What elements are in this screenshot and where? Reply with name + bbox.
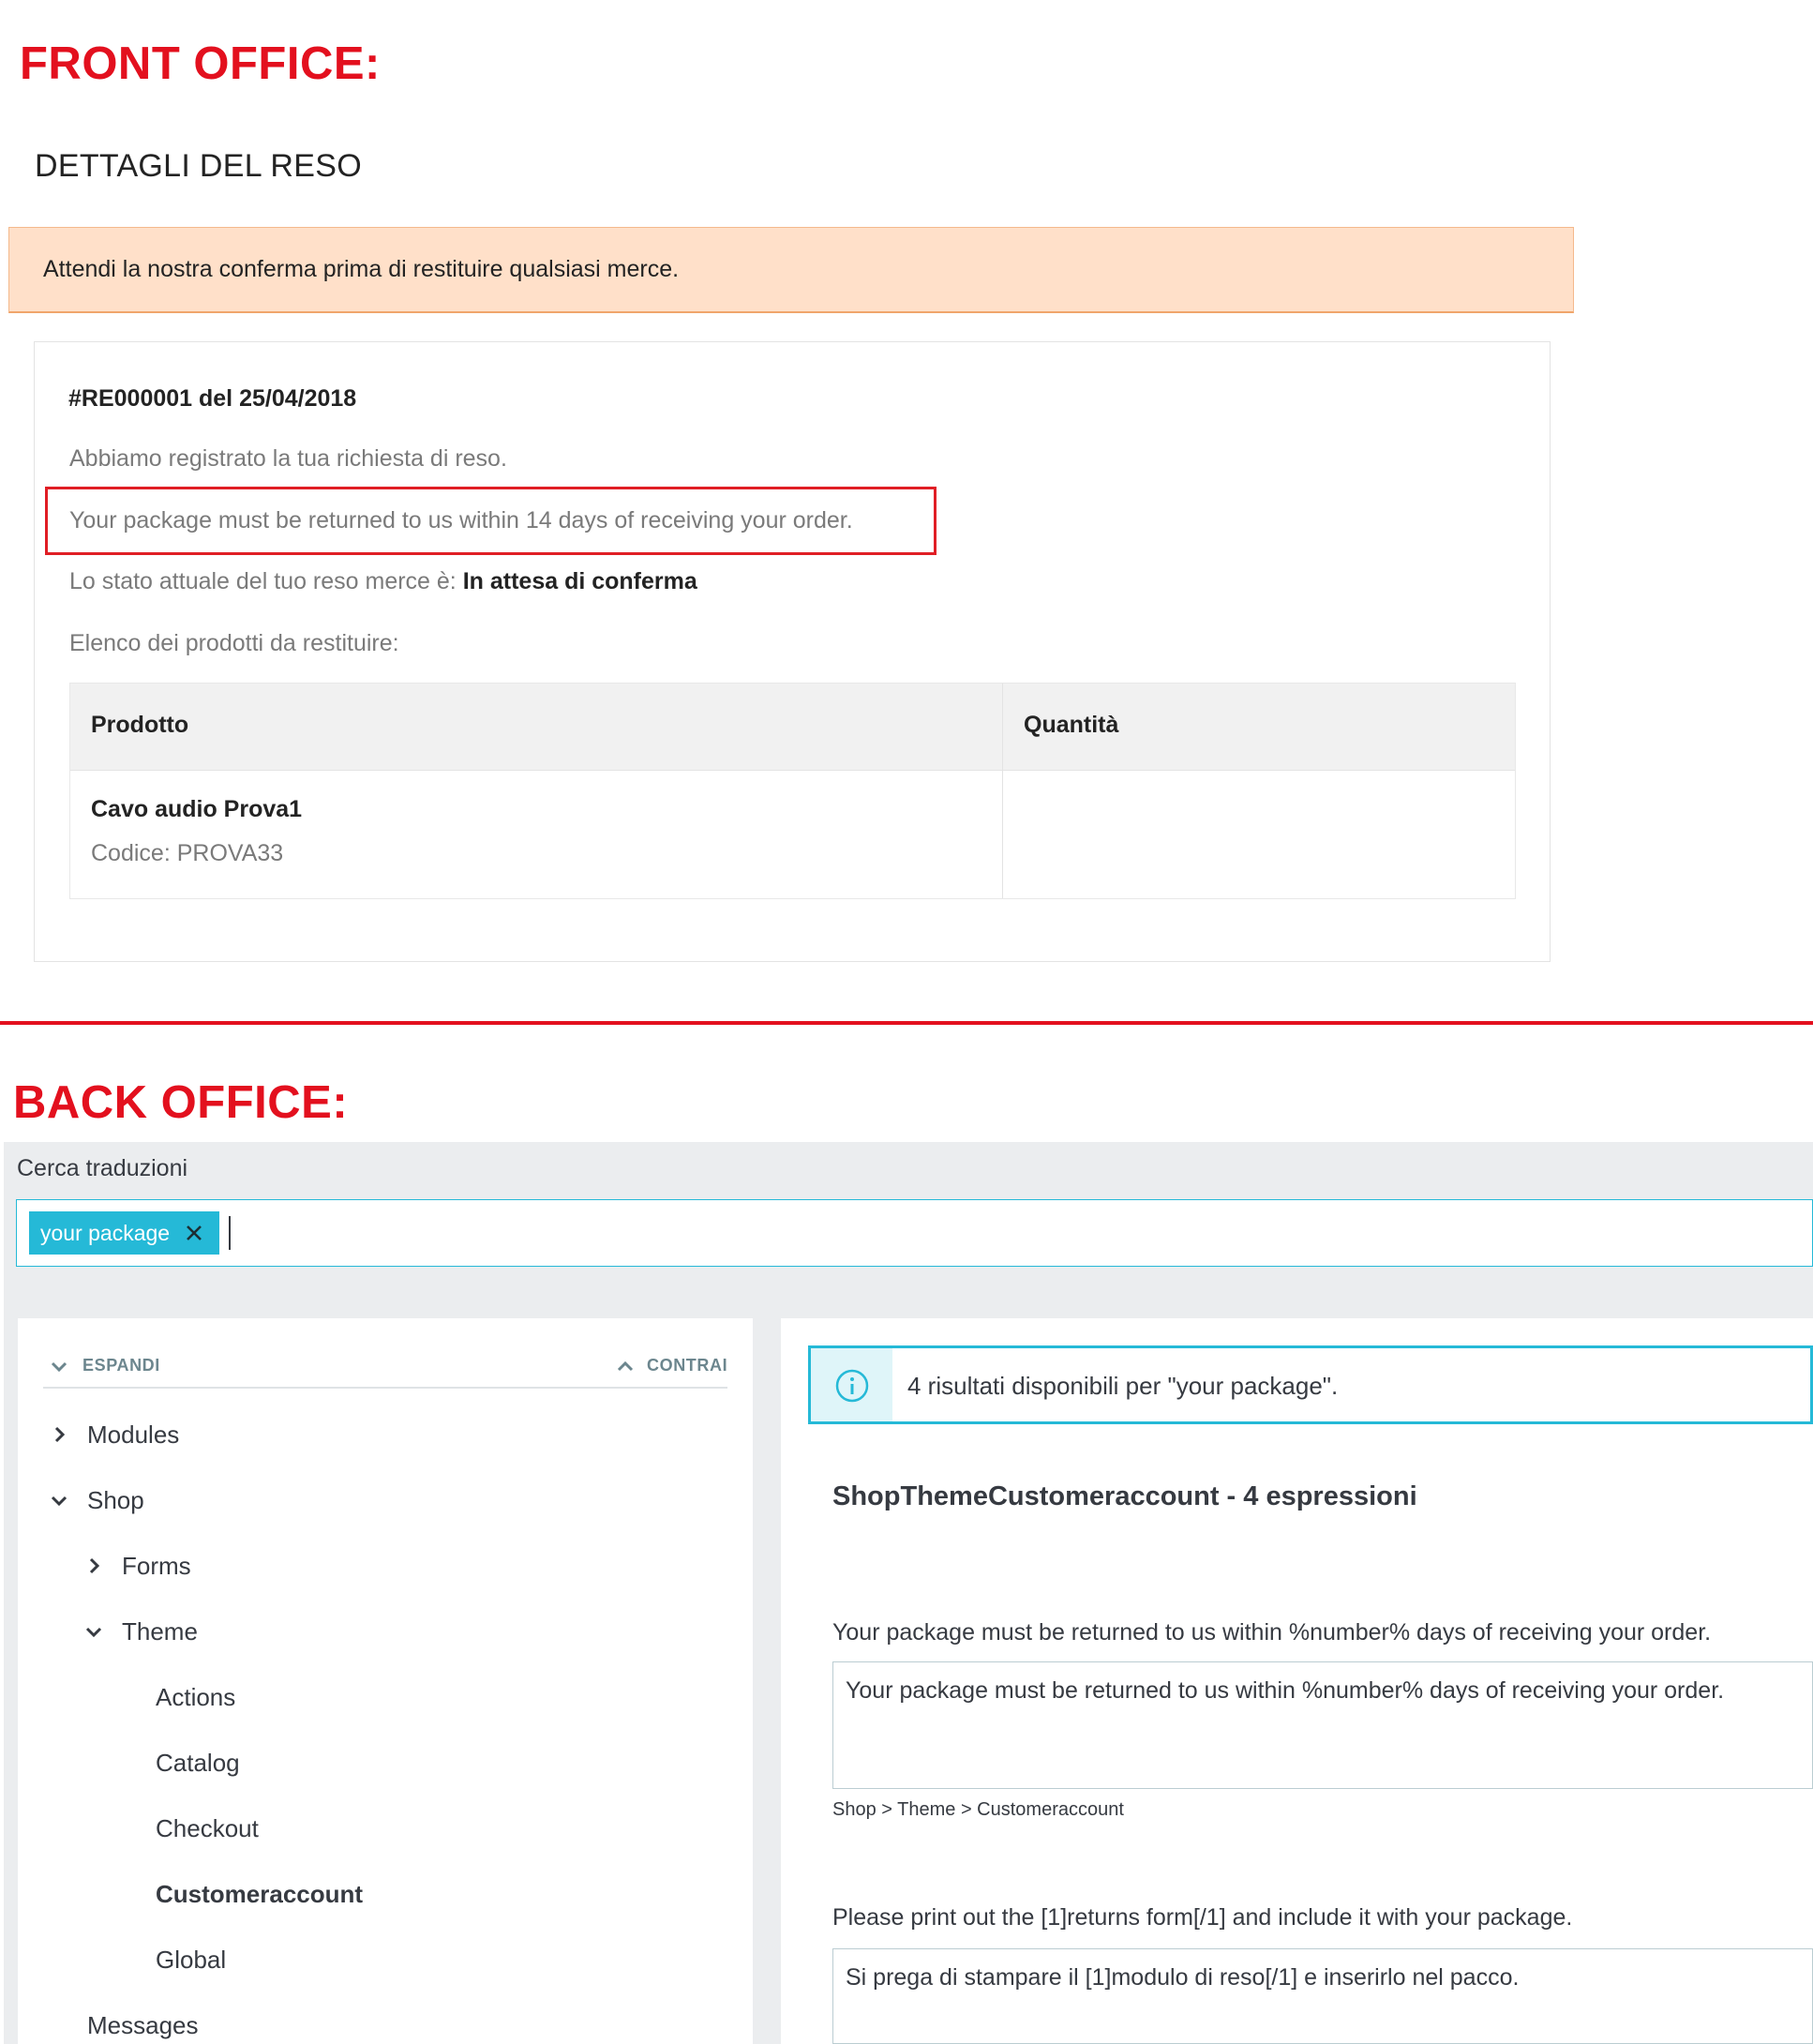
- warning-alert-text: Attendi la nostra conferma prima di restituire qualsiasi merce.: [43, 256, 680, 282]
- tree-item-global[interactable]: Global: [156, 1946, 227, 1974]
- search-input[interactable]: [16, 1199, 1813, 1267]
- collapse-all-label: CONTRAI: [647, 1356, 728, 1375]
- search-tag-label: your package: [40, 1221, 171, 1245]
- translation-source-1: Your package must be returned to us within %number% days of receiving your order.: [832, 1619, 1712, 1646]
- back-office-label: BACK OFFICE:: [13, 1077, 349, 1128]
- section-divider: [0, 1021, 1813, 1025]
- translation-textarea-1[interactable]: [832, 1661, 1813, 1789]
- translation-value-1: Your package must be returned to us within %number% days of receiving your order.: [846, 1677, 1725, 1704]
- tree-item-actions[interactable]: Actions: [156, 1683, 236, 1711]
- results-info-alert: [808, 1345, 1813, 1424]
- tree-item-label: Shop: [87, 1486, 144, 1514]
- front-office-label: FRONT OFFICE:: [20, 38, 381, 89]
- products-table: [69, 683, 1516, 899]
- column-header-quantity: Quantità: [1024, 712, 1119, 738]
- chevron-down-icon: [49, 1490, 69, 1510]
- info-icon: [834, 1368, 870, 1408]
- status-line: [69, 568, 697, 595]
- tree-item-catalog[interactable]: Catalog: [156, 1749, 240, 1777]
- translation-breadcrumb: Shop > Theme > Customeraccount: [832, 1799, 1124, 1820]
- status-prefix: Lo stato attuale del tuo reso merce è:: [69, 568, 457, 594]
- chevron-down-icon: [83, 1621, 104, 1642]
- registered-text: Abbiamo registrato la tua richiesta di reso.: [69, 445, 507, 472]
- page-title: DETTAGLI DEL RESO: [35, 148, 362, 184]
- results-info-text: 4 risultati disponibili per "your package".: [907, 1372, 1339, 1400]
- translation-source-2: Please print out the [1]returns form[/1] and include it with your package.: [832, 1904, 1573, 1931]
- search-label: Cerca traduzioni: [17, 1155, 188, 1181]
- chevron-up-icon: [615, 1356, 636, 1376]
- return-id: #RE000001 del 25/04/2018: [68, 385, 357, 412]
- translation-value-2: Si prega di stampare il [1]modulo di reso[/1] e inserirlo nel pacco.: [846, 1964, 1520, 1991]
- tree-item-customeraccount[interactable]: Customeraccount: [156, 1880, 364, 1908]
- search-tag[interactable]: [29, 1211, 219, 1255]
- close-icon[interactable]: [181, 1219, 207, 1245]
- tree-header-divider: [43, 1387, 727, 1389]
- table-header: [70, 684, 1515, 771]
- tree-item-messages[interactable]: Messages: [87, 2011, 199, 2039]
- column-header-product: Prodotto: [91, 712, 189, 738]
- tree-item-label: Forms: [122, 1552, 191, 1580]
- collapse-all-button[interactable]: [615, 1354, 731, 1378]
- translation-textarea-2[interactable]: [832, 1948, 1813, 2044]
- product-name[interactable]: Cavo audio Prova1: [91, 796, 303, 822]
- chevron-right-icon: [83, 1556, 104, 1576]
- products-intro: Elenco dei prodotti da restituire:: [69, 630, 399, 656]
- text-cursor: [229, 1216, 231, 1250]
- tree-item-label: Theme: [122, 1617, 198, 1646]
- warning-alert: [8, 227, 1574, 313]
- info-alert-icon-area: [811, 1348, 892, 1421]
- domain-title: ShopThemeCustomeraccount - 4 espressioni: [832, 1481, 1417, 1511]
- tree-item-label: Modules: [87, 1420, 180, 1449]
- status-value: In attesa di conferma: [462, 568, 697, 594]
- chevron-right-icon: [49, 1424, 69, 1445]
- package-notice: Your package must be returned to us within 14 days of receiving your order.: [69, 507, 853, 534]
- tree-item-checkout[interactable]: Checkout: [156, 1814, 259, 1842]
- expand-all-label: ESPANDI: [82, 1356, 160, 1375]
- product-code: Codice: PROVA33: [91, 840, 284, 866]
- chevron-down-icon: [49, 1356, 69, 1376]
- table-row: [70, 771, 1515, 900]
